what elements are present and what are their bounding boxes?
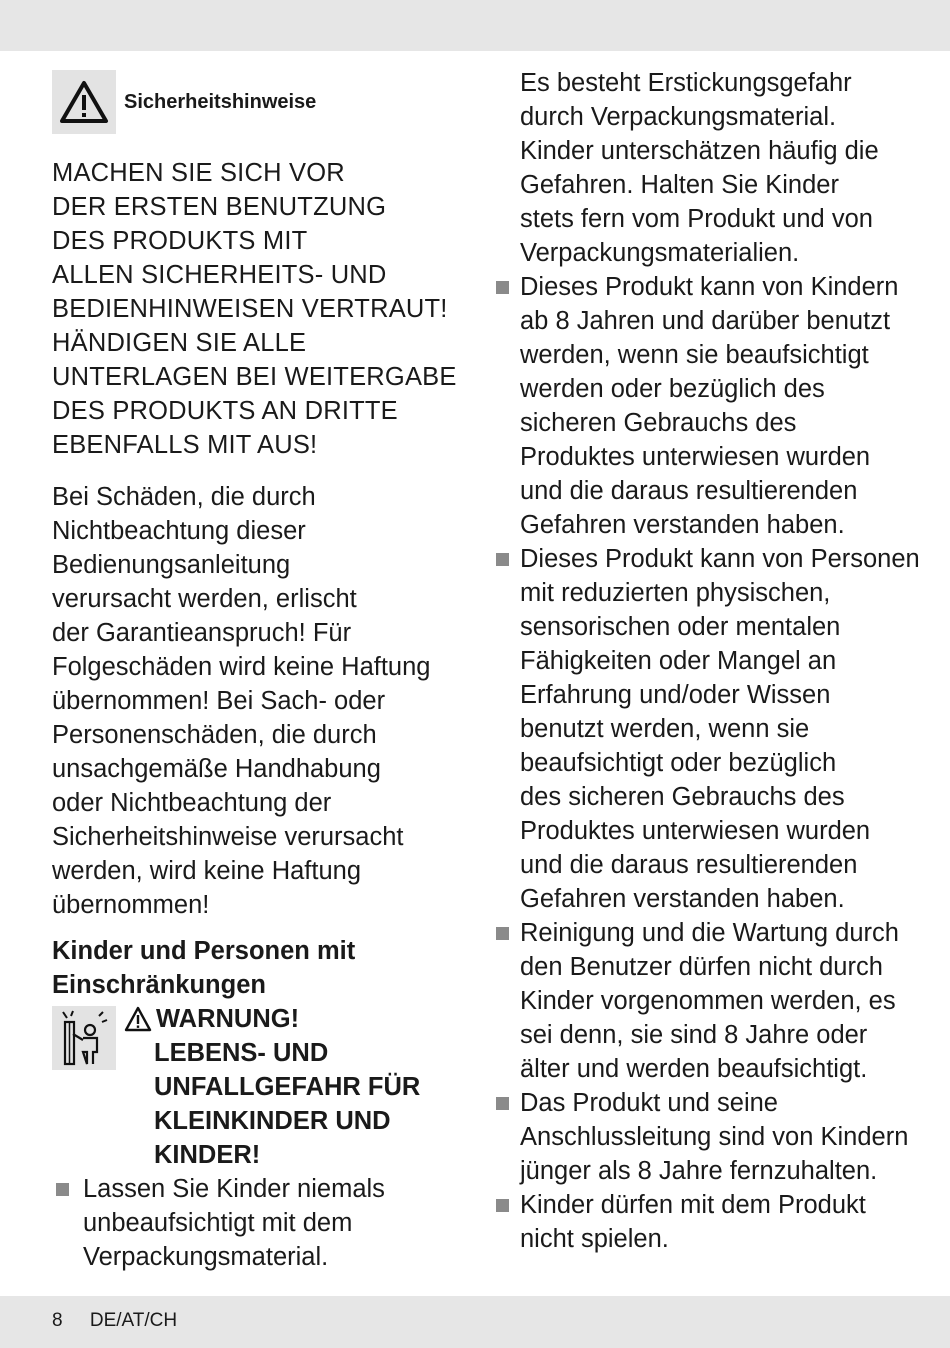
caps-line: ALLEN SICHERHEITS- UND: [52, 261, 387, 289]
body-line: Nichtbeachtung dieser: [52, 517, 306, 545]
body-line: Gefahren. Halten Sie Kinder: [520, 171, 839, 199]
bullet-line: nicht spielen.: [520, 1225, 669, 1253]
bullet-line: Erfahrung und/oder Wissen: [520, 681, 831, 709]
body-line: unsachgemäße Handhabung: [52, 755, 381, 783]
bullet-square-icon: [496, 1097, 509, 1110]
body-line: der Garantieanspruch! Für: [52, 619, 352, 647]
bullet-line: und die daraus resultierenden: [520, 851, 858, 879]
bullet-line: älter und werden beaufsichtigt.: [520, 1055, 868, 1083]
caps-line: BEDIENHINWEISEN VERTRAUT!: [52, 295, 448, 323]
warning-label: [124, 1002, 299, 1036]
kinder-heading-line: Einschränkungen: [52, 971, 266, 999]
body-line: Es besteht Erstickungsgefahr: [520, 69, 852, 97]
warning-line: UNFALLGEFAHR FÜR: [154, 1073, 421, 1101]
bullet-square-icon: [496, 1199, 509, 1212]
caps-line: UNTERLAGEN BEI WEITERGABE: [52, 363, 457, 391]
body-line: Bedienungsanleitung: [52, 551, 291, 579]
page-number: 8: [52, 1310, 63, 1331]
caps-line: DES PRODUKTS AN DRITTE: [52, 397, 398, 425]
bullet-line: werden oder bezüglich des: [520, 375, 825, 403]
bullet-line: Das Produkt und seine: [520, 1089, 778, 1117]
bullet-line: sei denn, sie sind 8 Jahre oder: [520, 1021, 868, 1049]
warning-triangle-icon: [52, 70, 116, 134]
bullet-line: beaufsichtigt oder bezüglich: [520, 749, 837, 777]
body-line: Folgeschäden wird keine Haftung: [52, 653, 431, 681]
warning-line: KLEINKINDER UND: [154, 1107, 391, 1135]
warning-line: KINDER!: [154, 1141, 261, 1169]
body-line: stets fern vom Produkt und von: [520, 205, 873, 233]
bullet-square-icon: [496, 281, 509, 294]
bullet-line: Kinder vorgenommen werden, es: [520, 987, 896, 1015]
bullet-line: Produktes unterwiesen wurden: [520, 817, 871, 845]
body-line: Personenschäden, die durch: [52, 721, 377, 749]
bullet-line: Produktes unterwiesen wurden: [520, 443, 871, 471]
bullet-square-icon: [496, 553, 509, 566]
warning-text: [154, 1036, 420, 1172]
caps-line: HÄNDIGEN SIE ALLE: [52, 329, 307, 357]
body-line: oder Nichtbeachtung der: [52, 789, 332, 817]
suffocation-paragraph: [494, 66, 914, 270]
warning-small-icon: [124, 1006, 152, 1032]
body-line: Sicherheitshinweise verursacht: [52, 823, 404, 851]
body-line: übernommen!: [52, 891, 210, 919]
child-hazard-icon: [52, 1006, 116, 1070]
bullet-line: Anschlussleitung sind von Kindern: [520, 1123, 909, 1151]
bullet-line: Kinder dürfen mit dem Produkt: [520, 1191, 866, 1219]
bullet-line: den Benutzer dürfen nicht durch: [520, 953, 883, 981]
kinder-heading: [52, 934, 472, 1002]
safety-title: Sicherheitshinweise: [124, 90, 317, 113]
caps-line: MACHEN SIE SICH VOR: [52, 159, 345, 187]
page-footer: [52, 1310, 177, 1332]
body-line: übernommen! Bei Sach- oder: [52, 687, 386, 715]
list-item: [494, 916, 914, 1086]
caps-line: DES PRODUKTS MIT: [52, 227, 308, 255]
bullet-line: Lassen Sie Kinder niemals: [83, 1175, 385, 1203]
header-band: [0, 0, 950, 51]
bullet-square-icon: [496, 927, 509, 940]
language-code: DE/AT/CH: [89, 1310, 178, 1331]
bullet-line: Reinigung und die Wartung durch: [520, 919, 899, 947]
right-column: [494, 66, 920, 1256]
bullet-line: und die daraus resultierenden: [520, 477, 858, 505]
body-line: verursacht werden, erlischt: [52, 585, 357, 613]
caps-line: DER ERSTEN BENUTZUNG: [52, 193, 387, 221]
list-item: [494, 1086, 914, 1188]
list-item: [494, 270, 914, 542]
bullet-line: benutzt werden, wenn sie: [520, 715, 810, 743]
body-line: werden, wird keine Haftung: [52, 857, 362, 885]
bullet-line: Dieses Produkt kann von Personen: [520, 545, 920, 573]
list-item: [494, 1188, 914, 1256]
list-item: [494, 542, 920, 916]
bullet-line: jünger als 8 Jahre fernzuhalten.: [520, 1157, 878, 1185]
bullet-line: ab 8 Jahren und darüber benutzt: [520, 307, 891, 335]
body-line: Kinder unterschätzen häufig die: [520, 137, 879, 165]
warning-line: LEBENS- UND: [154, 1039, 329, 1067]
bullet-square-icon: [56, 1183, 69, 1196]
bullet-line: des sicheren Gebrauchs des: [520, 783, 845, 811]
list-item: [52, 1172, 472, 1274]
left-column: [52, 70, 472, 1274]
body-line: Bei Schäden, die durch: [52, 483, 316, 511]
caps-line: EBENFALLS MIT AUS!: [52, 431, 318, 459]
bullet-line: Verpackungsmaterial.: [83, 1243, 329, 1271]
caps-notice: [52, 156, 472, 462]
bullet-line: unbeaufsichtigt mit dem: [83, 1209, 353, 1237]
warning-title: WARNUNG!: [156, 1005, 300, 1033]
bullet-line: mit reduzierten physischen,: [520, 579, 831, 607]
bullet-line: sensorischen oder mentalen: [520, 613, 841, 641]
bullet-line: Gefahren verstanden haben.: [520, 885, 845, 913]
bullet-line: Gefahren verstanden haben.: [520, 511, 845, 539]
bullet-line: werden, wenn sie beaufsichtigt: [520, 341, 869, 369]
child-warning: [52, 1002, 472, 1172]
bullet-line: Dieses Produkt kann von Kindern: [520, 273, 899, 301]
body-line: durch Verpackungsmaterial.: [520, 103, 837, 131]
bullet-line: sicheren Gebrauchs des: [520, 409, 797, 437]
bullet-line: Fähigkeiten oder Mangel an: [520, 647, 837, 675]
body-line: Verpackungsmaterialien.: [520, 239, 800, 267]
kinder-heading-line: Kinder und Personen mit: [52, 937, 356, 965]
safety-heading: [52, 70, 472, 134]
liability-paragraph: [52, 480, 472, 922]
